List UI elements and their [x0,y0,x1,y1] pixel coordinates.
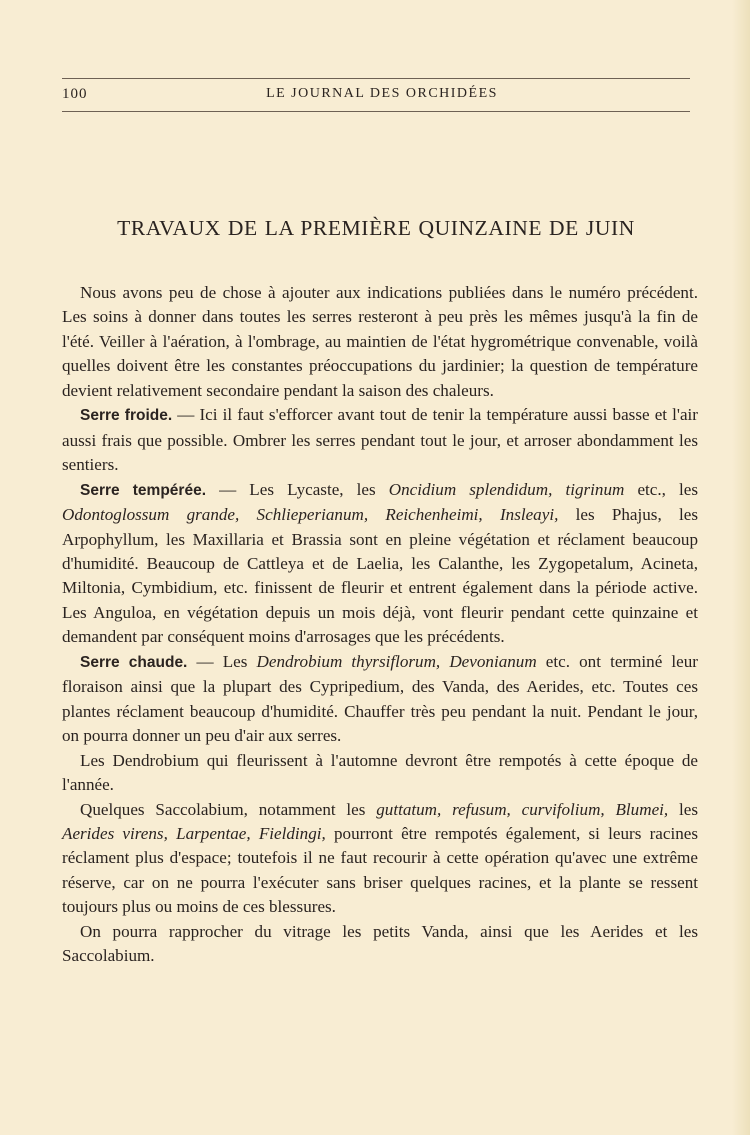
section-lead-serre-froide: Serre froide. [80,407,173,425]
paragraph-text: etc., les [624,479,698,499]
article-title: TRAVAUX DE LA PREMIÈRE QUINZAINE DE JUIN [117,216,635,240]
paragraph-text: les [668,799,698,819]
paragraph-dendrobium: Les Dendrobium qui fleurissent à l'automne devront être rempotés à cette époque de l'année. [62,750,698,795]
paragraph-vitrage: On pourra rapprocher du vitrage les petits Vanda, ainsi que les Aerides et les Saccolabium. [62,921,698,966]
header-rule-top [62,78,690,79]
paragraph-text: — Les [187,651,257,671]
header-rule-bottom [62,111,690,112]
paragraph-saccolabium [62,798,698,920]
paragraph-text: — Ici il faut s'efforcer avant tout de tenir la température aussi basse et l'air aussi frais que possible. Ombrer les serres pendant tout le jour, et arroser abondamment les sentiers. [62,405,698,475]
section-lead-serre-temperee: Serre tempérée. [80,481,207,499]
paragraph-serre-chaude [62,650,698,749]
paragraph-text: etc. ont terminé leur floraison ainsi que la plupart des Cypripedium, des Vanda, des Aerides, etc. Toutes ces plantes réclament beaucoup d'humidité. Chauffer très peu pendant la nuit. Pendant le jour, on pourra donner un peu d'air aux serres. [62,651,698,746]
section-lead-serre-chaude: Serre chaude. [80,653,188,671]
page-number: 100 [62,86,88,102]
species-names: Oncidium splendidum, tigrinum [388,479,625,499]
species-names: Odontoglossum grande, Schlieperianum, Reichenheimi, Insleayi, [62,505,559,525]
species-names: Aerides virens, Larpentae, Fieldingi, [62,823,326,843]
paragraph-text: pourront être rempotés également, si leurs racines réclament plus d'espace; toutefois il ne faut recourir à cette opération qu'avec une extrême réserve, car on ne pourra l'exécuter sans briser quelques racines, et la plante se ressent toujours plus ou moins de ces blessures. [62,823,698,917]
species-names: Dendrobium thyrsiflorum, Devonianum [256,651,537,671]
paragraph-serre-froide [62,403,698,477]
paragraph-text: Quelques Saccolabium, notamment les [80,799,377,819]
paragraph-text: les Phajus, les Arpophyllum, les Maxillaria et Brassia sont en pleine végétation et réclament beaucoup d'humidité. Beaucoup de Cattleya et de Laelia, les Calanthe, les Zygopetalum, Acineta, Miltonia, Cymbidium, etc. finissent de fleurir et entrent également dans la période active. Les Anguloa, en végétation depuis un mois déjà, vont fleurir pendant cette quinzaine et demandent par conséquent moins d'arrosages que les précédents. [62,505,698,647]
paragraph-text: — Les Lycaste, les [206,479,389,499]
page-header [62,86,690,106]
paragraph-intro: Nous avons peu de chose à ajouter aux indications publiées dans le numéro précédent. Les soins à donner dans toutes les serres resteront à peu près les mêmes jusqu'à la fin de l'été. Veiller à l'aération, à l'ombrage, au maintien de l'état hygrométrique convenable, voilà quelles doivent être les constantes préoccupations du jardinier; la question de température devient relativement secondaire pendant la saison des chaleurs. [62,283,698,400]
running-title: LE JOURNAL DES ORCHIDÉES [266,86,498,101]
page-edge-shadow [732,0,750,1135]
paragraph-serre-temperee [62,478,698,650]
article-body [62,281,698,969]
species-names: guttatum, refusum, curvifolium, Blumei, [376,799,669,819]
